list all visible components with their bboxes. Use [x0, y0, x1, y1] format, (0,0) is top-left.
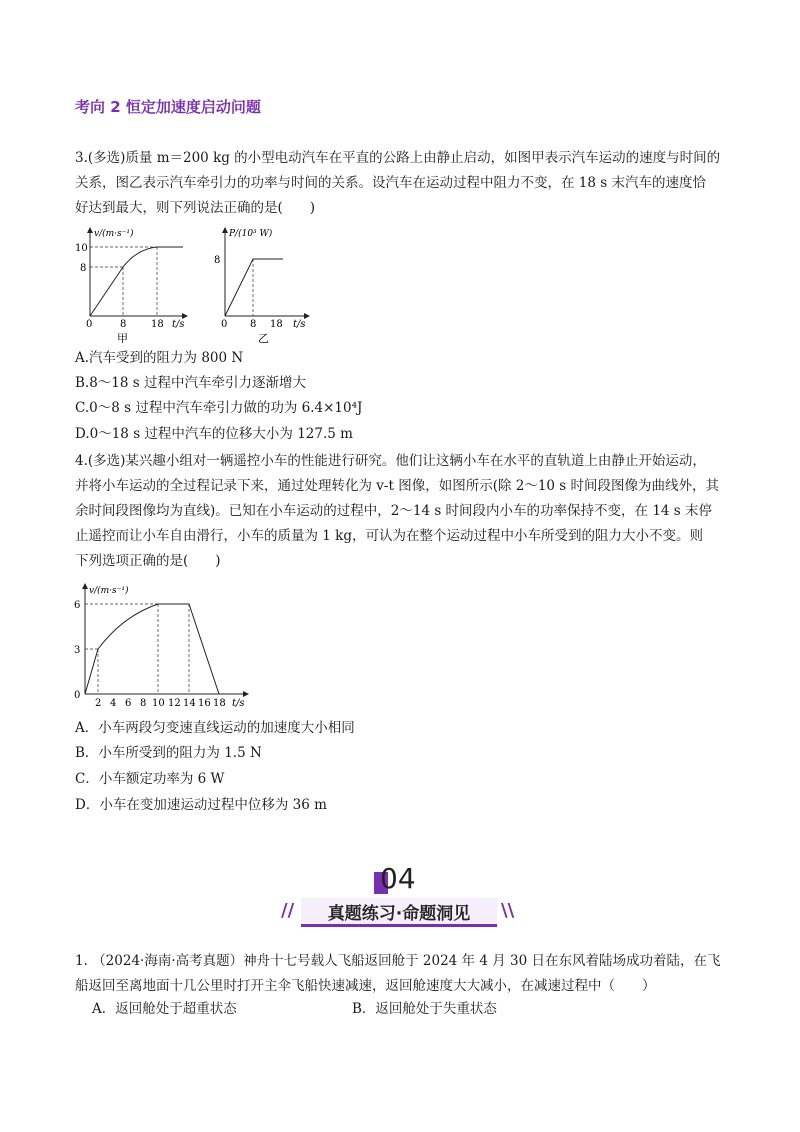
q4-xtick-8: 8: [140, 698, 147, 709]
q3-line-3: 好达到最大，则下列说法正确的是( ): [75, 200, 316, 216]
section-number-text: 04: [380, 862, 416, 895]
question-1-text: [75, 949, 730, 999]
q4-xtick-14: 14: [183, 698, 196, 709]
q4-ylabel: v/(m·s⁻¹): [89, 586, 129, 596]
q1-line-2: 船返回至离地面十几公里时打开主伞飞船快速减速，返回舱速度大大减小，在减速过程中（ ）: [75, 978, 656, 994]
q4-line-3: 余时间段图像均为直线)。已知在小车运动的过程中，2～14 s 时间段内小车的功率保持不变，在 14 s 末停: [75, 503, 713, 519]
q4-line-5: 下列选项正确的是( ): [75, 553, 221, 569]
q1-line-1: 1. （2024·海南·高考真题）神舟十七号载人飞船返回舱于 2024 年 4 月 30 日在东风着陆场成功着陆，在飞: [75, 953, 721, 969]
jia-xtick-18: 18: [151, 319, 164, 330]
jia-xtick-0: 0: [86, 319, 93, 330]
jia-caption: 甲: [117, 332, 128, 344]
jia-xlabel: t/s: [172, 319, 185, 330]
q4-line-1: 4.(多选)某兴趣小组对一辆遥控小车的性能进行研究。他们让这辆小车在水平的直轨道上由静止开始运动，: [75, 453, 706, 469]
q4-option-c: C．小车额定功率为 6 W: [75, 771, 225, 787]
q4-xtick-12: 12: [168, 698, 181, 709]
yi-xtick-18: 18: [270, 319, 283, 330]
section-title: 考向 2 恒定加速度启动问题: [75, 98, 261, 116]
q3-line-2: 关系，图乙表示汽车牵引力的功率与时间的关系。设汽车在运动过程中阻力不变，在 18 s 末汽车的速度恰: [75, 175, 706, 191]
q4-line-4: 止遥控而让小车自由滑行，小车的质量为 1 kg，可认为在整个运动过程中小车所受到的阻力大小不变。则: [75, 528, 703, 544]
chart-jia: [65, 224, 200, 344]
q4-xtick-16: 16: [198, 698, 211, 709]
q3-option-b: B.8～18 s 过程中汽车牵引力逐渐增大: [75, 375, 306, 391]
chart-q4: [68, 580, 258, 710]
q3-option-c: C.0～8 s 过程中汽车牵引力做的功为 6.4×10⁴J: [75, 400, 363, 416]
chart-yi: [205, 224, 315, 344]
jia-xtick-8: 8: [120, 319, 127, 330]
jia-ylabel: v/(m·s⁻¹): [94, 229, 134, 239]
q1-option-b: B．返回舱处于失重状态: [352, 1001, 497, 1017]
q4-velocity-curve: [85, 604, 219, 694]
q4-option-d: D．小车在变加速运动过程中位移为 36 m: [75, 797, 327, 813]
q4-ytick-6: 6: [74, 600, 81, 611]
section-number: [380, 862, 416, 895]
yi-xtick-0: 0: [221, 319, 228, 330]
section-banner: [279, 898, 519, 924]
question-4-text: [75, 449, 730, 574]
yi-xtick-8: 8: [250, 319, 257, 330]
q3-option-d: D.0～18 s 过程中汽车的位移大小为 127.5 m: [75, 426, 353, 442]
yi-power-line: [225, 259, 283, 316]
q4-line-2: 并将小车运动的全过程记录下来，通过处理转化为 v-t 图像，如图所示(除 2～10 s 时间段图像为曲线外，其: [75, 478, 720, 494]
yi-ytick-8: 8: [214, 255, 221, 266]
q3-option-a: A.汽车受到的阻力为 800 N: [75, 350, 244, 366]
q4-xtick-2: 2: [95, 698, 102, 709]
banner-left-slashes: //: [281, 900, 295, 921]
q1-option-a: A．返回舱处于超重状态: [92, 1001, 237, 1017]
q4-option-b: B．小车所受到的阻力为 1.5 N: [75, 745, 262, 761]
yi-xlabel: t/s: [293, 319, 306, 330]
q4-ytick-3: 3: [74, 645, 81, 656]
yi-ylabel: P/(10³ W): [229, 229, 273, 239]
q4-xtick-18: 18: [213, 698, 226, 709]
q4-xtick-6: 6: [125, 698, 132, 709]
q4-xtick-4: 4: [110, 698, 117, 709]
q4-xtick-10: 10: [152, 698, 165, 709]
banner-right-slashes: \\: [501, 900, 515, 921]
yi-caption: 乙: [258, 332, 269, 344]
q4-option-a: A．小车两段匀变速直线运动的加速度大小相同: [75, 720, 355, 736]
question-3-text: [75, 146, 730, 221]
q4-ytick-0: 0: [74, 690, 81, 701]
jia-velocity-curve: [90, 247, 183, 316]
q4-xlabel: t/s: [232, 698, 245, 709]
jia-ytick-10: 10: [75, 243, 88, 254]
jia-ytick-8: 8: [80, 263, 87, 274]
banner-title: 真题练习·命题洞见: [301, 898, 497, 927]
q3-line-1: 3.(多选)质量 m＝200 kg 的小型电动汽车在平直的公路上由静止启动，如图甲表示汽车运动的速度与时间的: [75, 150, 721, 166]
